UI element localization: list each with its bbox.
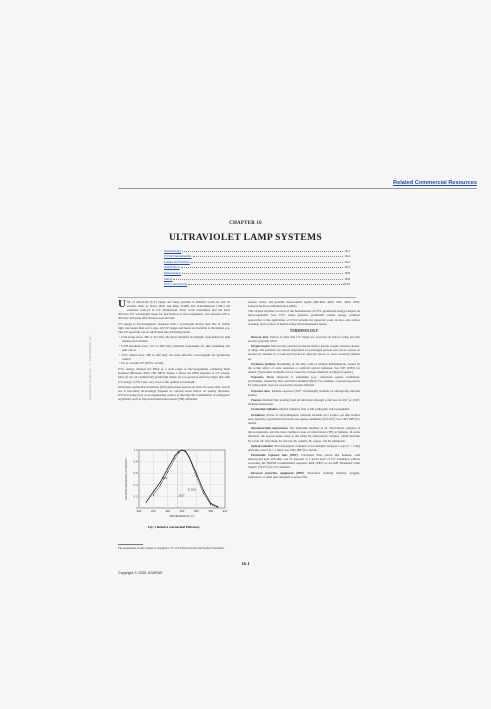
x-tick-label: 220 [150, 509, 156, 513]
toc-page-number: 16.5 [344, 265, 350, 270]
term-definition: Period of time that UV lamps are powered on before being put into service, typically 100 h. [248, 334, 360, 343]
table-of-contents [164, 247, 350, 286]
data-point [167, 472, 168, 473]
data-point [146, 502, 147, 503]
x-tick-label: 260 [179, 509, 185, 513]
paragraph: viruses, mold, and possible bioterrorism agents (Brickner 2003; CDC 2002, 2005; General Services Administration 2003). [248, 300, 360, 309]
data-point [210, 503, 211, 504]
x-tick-label: 300 [208, 509, 214, 513]
data-point [167, 468, 168, 469]
toc-page-number: 16.2 [344, 254, 350, 259]
term-definition: Radiant exposure (J/m²; wavelength) incident on biologically relevant surface. [248, 388, 360, 397]
y-axis-label: RELATIVE GERMICIDAL EFFICIENCY [125, 458, 128, 500]
figure-caption: Fig. 1 Relative Germicidal Efficiency [148, 525, 200, 529]
annotation-dna: DNA [161, 477, 167, 480]
y-tick-label: 0.8 [133, 459, 138, 464]
data-point [178, 452, 179, 453]
toc-page-number: 16.5 [344, 259, 350, 264]
page-number: 16.1 [241, 561, 250, 566]
footnote-rule [118, 544, 143, 545]
term-name: Exposure dose. [251, 388, 271, 393]
term-entry [248, 389, 360, 397]
terminology-list [248, 335, 360, 479]
term-entry [248, 375, 360, 387]
related-resources-link[interactable]: Related Commercial Resources [393, 180, 477, 186]
x-tick-label: 320 [222, 509, 228, 513]
toc-page-number: 16.8 [344, 270, 350, 275]
x-tick-label: 280 [193, 509, 199, 513]
toc-leader [182, 251, 343, 252]
term-entry [248, 426, 360, 442]
toc-link-unit-conversions[interactable]: Unit Conversions [164, 282, 188, 287]
data-point [217, 507, 218, 508]
toc-link-uvgi-fundamentals[interactable]: UVGI Fundamentals [164, 254, 192, 259]
y-tick-label: 0.4 [133, 482, 138, 487]
term-entry [248, 407, 360, 411]
x-tick-label: 240 [165, 509, 171, 513]
term-definition: Microscopic particles produced when a person coughs, sneezes, shouts, or sings. The particles can remain suspended for prolonged periods and can be carried on normal air currents in a room and beyond to adjacent spaces or areas receiving exhaust air. [248, 344, 360, 361]
term-name: Fluence. [251, 398, 263, 403]
paragraph: Ultraviolet germicidal irradiation (UVGI) has been used in air ducts for some time, and its use is becoming increasingly frequent as concern about indoor air quality increases. UVGI is being used as an engineering control to interrupt the transmission of pathogenic organisms, such as Mycobacterium tuberculosis (TB), influenza [118, 384, 230, 402]
term-name: Mycobacterium tuberculosis. [251, 426, 289, 431]
data-point [182, 450, 183, 451]
data-point [153, 495, 154, 496]
data-point [189, 457, 190, 458]
term-entry [248, 453, 360, 469]
y-tick-label: 1.0 [133, 448, 138, 452]
data-point [203, 493, 204, 494]
list-item: • UVB (medium-wave; 315 to 280 nm): primarily responsible for skin reddening and skin cancer [119, 343, 230, 352]
term-entry [248, 335, 360, 343]
intro-paragraph [118, 300, 230, 320]
annotation-ecoli: E. COLI [187, 488, 197, 492]
term-entry [248, 444, 360, 452]
term-entry [248, 398, 360, 406]
toc-link-maintenance[interactable]: Maintenance [164, 270, 182, 275]
data-point [196, 476, 197, 477]
toc-link-safety[interactable]: Safety [164, 276, 173, 281]
right-column [248, 300, 360, 480]
data-point [160, 481, 161, 482]
uv-bands-list [118, 335, 230, 365]
term-name: Personal protective equipment (PPE). [251, 470, 305, 475]
term-entry [248, 344, 360, 360]
toc-leader [173, 279, 343, 280]
toc-leader [193, 256, 344, 257]
paragraph: This chapter includes a review of the fundamentals of UVC germicidal energy's impact on microorganisms, how UVC lamps generate germicidal radiant energy, common approaches to the application of UVGI systems for upper-air room, in-duct, and surface cleaning, and a review of human safety and maintenance issues. [248, 309, 360, 326]
toc-page-number: 16.10 [342, 282, 350, 287]
term-definition: Electromagnetic radiation at wavelengths between x-rays (λ ≈ 1 nm) and radio waves (λ ≈ 1 mm). See CIE (1987) for details. [248, 443, 360, 452]
term-entry [248, 471, 360, 479]
drop-cap: U [118, 298, 126, 310]
paragraph: UV energy is electromagnetic radiation with a wavelength shorter than that of visible light, but longer than soft x-rays. All UV ranges and bands are invisible to the human eye. The UV spectrum can be subdivided into following bands: [118, 321, 230, 334]
toc-link-terminology[interactable]: Terminology [164, 248, 181, 253]
data-point [185, 451, 186, 452]
toc-leader [182, 273, 343, 274]
term-name: Optical radiation. [251, 443, 274, 448]
y-tick-label: 0.2 [133, 494, 138, 499]
term-entry [248, 413, 360, 425]
section-heading: TERMINOLOGY [289, 328, 319, 333]
term-definition: Reddening of the skin, with or without inflammation, caused by the actinic effect of solar radiation or artificial optical radiation. See CIE (1987) for details. (Nonactinic erythema can be caused by various chemical or physical agents.) [248, 361, 360, 374]
term-definition: Calculated time period that humans, with unprotected eyes and skin, can be exposed to a given level of UV irradiance without exceeding the NIOSH recommended exposure limit (REL) or ACGIH Threshold Limit Value® (TLV®) for UV radiation. [248, 453, 360, 470]
data-point [203, 490, 204, 491]
term-entry [248, 362, 360, 374]
y-tick-label: 0.6 [133, 471, 138, 476]
toc-leader [188, 284, 341, 285]
term-definition: Power of electromagnetic radiation incident on a surface per unit surface area, typically reported in microwatts per square centimeter (µW/cm²). See CIE (1987) for details. [248, 412, 360, 425]
data-point [178, 451, 179, 452]
list-item: • UVC (short-wave; 280 to 200 nm): the most effective wave-lengths for germicidal control [119, 352, 230, 361]
left-column [118, 300, 230, 402]
term-definition: Being subjected to something (e.g., infectious agents, irradiation, particulates, chemicals) that could have harmful effects. For example, a person exposed to M. tuberculosis does not necessarily become infected. [248, 375, 360, 388]
data-point [174, 455, 175, 456]
toc-link-lamps-ballasts[interactable]: Lamps and Ballasts [164, 259, 190, 264]
toc-page-number: 16.8 [344, 276, 350, 281]
term-name: Droplet nuclei. [251, 344, 271, 349]
x-axis-label: WAVELENGTH, nm [169, 514, 195, 518]
y-tick-label: 0 [135, 506, 138, 510]
data-point [174, 458, 175, 459]
annotation-peak-wavelength: 253.7 [178, 494, 185, 498]
term-name: Exposure. [251, 375, 264, 380]
chapter-number: CHAPTER 16 [229, 221, 262, 226]
side-license-text: Licensed for single user. © 2008 ASHRAE, Inc. [88, 335, 92, 400]
section-rule [118, 297, 356, 298]
term-name: Permissible exposure time (PET). [251, 453, 299, 458]
data-point [210, 504, 211, 505]
toc-row [164, 281, 350, 287]
x-tick-label: 200 [136, 509, 142, 513]
term-definition: Radiant flux passing from all directions through a unit area in J/m² or J/cm²; includes backscatter. [248, 398, 360, 407]
toc-leader [181, 267, 344, 268]
copyright-notice: Copyright © 2008, ASHRAE [118, 571, 163, 575]
footnote: The preparation of this chapter is assigned to TC 2.9, Ultraviolet Air and Surface Treatment. [118, 546, 225, 550]
germicidal-efficiency-chart [121, 446, 229, 522]
data-point [153, 491, 154, 492]
chapter-title: ULTRAVIOLET LAMP SYSTEMS [168, 232, 323, 243]
toc-link-application[interactable]: Application [164, 265, 180, 270]
header-rule [118, 188, 477, 189]
term-name: Irradiance. [251, 412, 266, 417]
list-item: • Far or vacuum UV (200 to 10 nm) [119, 361, 164, 366]
paragraph: UVC energy disrupts the DNA of a wide range of microorganisms, rendering them harmless (Brickner 2003; CIE 2003). Figure 1 shows the DNA response to UV energy. Most (if not all commercial) germicidal lamps are low-pressure mercury lamps that emit UV energy at 253.7 nm, very close to the optimal wavelength. [118, 367, 230, 384]
toc-page-number: 16.1 [344, 248, 350, 253]
data-point [196, 473, 197, 474]
term-definition: The namesake member of M. tuberculosis complex of microorganisms, and the most common cause of tuberculosis (TB) in humans. In some instances, the species name refers to the entire M. tuberculosis complex, which includes M. bovis, M. africanum, M. microti, M. canettii, M. caprae, and M. pinnipedii. [248, 426, 360, 443]
toc-leader [191, 262, 343, 263]
term-definition: Protective clothing, helmets, goggles, respirators, or other gear designed to protect the [248, 470, 360, 479]
list-item: • UVA (long-wave; 400 to 315 nm): the most abundant in sunlight, responsible for skin tanning and wrinkles [119, 335, 231, 344]
intro-text: SE of ultraviolet (UV) lamps and lamp systems to disinfect room air and air streams dates to about 1900, and Riley (1988) and Schechmeister (1991) list extensive reviews of UV disinfection. Early work established that the most effective UV wavelength range for inactivation of microorganisms was between 220 to 300 nm, with peak effectiveness near 265 nm. [118, 300, 230, 321]
term-definition: Optical radiation able to kill pathogenic microorganisms. [278, 407, 350, 412]
term-name: Erythema (actinic). [251, 361, 277, 366]
term-name: Germicidal radiation. [251, 407, 279, 412]
data-point [160, 484, 161, 485]
term-name: Burn-in time. [251, 334, 269, 339]
